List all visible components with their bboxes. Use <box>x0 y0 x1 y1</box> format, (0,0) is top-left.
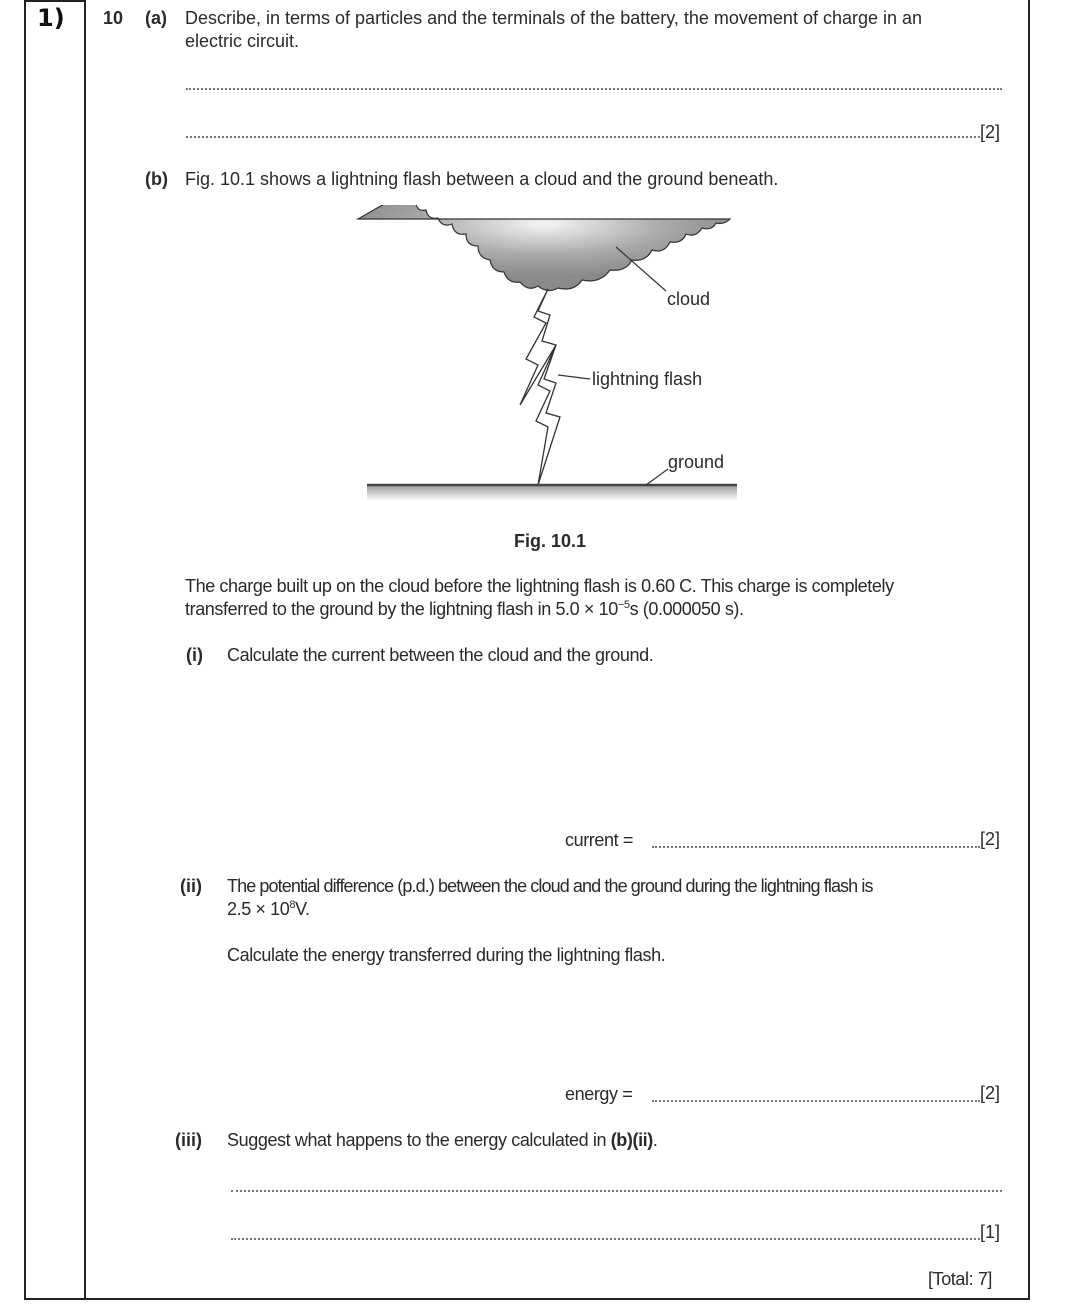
part-b-i-mark: [2] <box>980 829 1001 849</box>
column-divider <box>84 0 86 1300</box>
part-a-text-line1: Describe, in terms of particles and the terminals of the battery, the movement of charge in an <box>185 8 923 28</box>
lightning-bolt <box>520 289 560 485</box>
ground-leader-line <box>646 469 668 485</box>
part-a-answer-line-2[interactable] <box>186 134 980 138</box>
part-b-label: (b) <box>145 169 168 189</box>
part-b-iii-label: (iii) <box>175 1130 202 1150</box>
figure-label-lightning-flash: lightning flash <box>592 369 703 389</box>
current-answer-line[interactable] <box>652 844 980 848</box>
part-a-mark: [2] <box>980 122 1001 142</box>
cloud-shape <box>358 205 730 291</box>
part-a-label: (a) <box>145 8 167 28</box>
figure-caption: Fig. 10.1 <box>514 531 587 551</box>
figure-label-cloud: cloud <box>667 289 711 309</box>
question-number: 10 <box>103 8 124 28</box>
flash-leader-line <box>558 375 590 379</box>
question-label: 1) <box>37 4 65 32</box>
part-b-intro: Fig. 10.1 shows a lightning flash between a cloud and the ground beneath. <box>185 169 779 189</box>
part-b-stem-line1: The charge built up on the cloud before the lightning flash is 0.60 C. This charge is completely <box>185 576 894 596</box>
part-b-i-label: (i) <box>186 645 203 665</box>
part-b-iii-text <box>227 1129 657 1151</box>
pd-exponent: 8 <box>289 899 296 911</box>
frame-top-line <box>24 0 86 2</box>
ground-shading <box>367 485 737 501</box>
part-b-ii-text-line2 <box>227 898 310 920</box>
part-a-text-line2: electric circuit. <box>185 31 300 51</box>
part-b-iii-answer-line-1[interactable] <box>231 1188 1002 1192</box>
part-b-iii-mark: [1] <box>980 1222 1001 1242</box>
part-b-ii-mark: [2] <box>980 1083 1001 1103</box>
part-b-ii-text-line1: The potential difference (p.d.) between the cloud and the ground during the lightning flash is <box>227 876 873 896</box>
current-answer-label: current = <box>565 830 633 850</box>
part-b-stem-line2 <box>185 598 744 620</box>
part-b-iii-answer-line-2[interactable] <box>231 1236 980 1240</box>
stem-time-rest: s (0.000050 s). <box>629 599 744 619</box>
pd-mantissa: 2.5 × 10 <box>227 899 290 919</box>
part-b-iii-reference: (b)(ii) <box>610 1130 653 1150</box>
part-b-i-text: Calculate the current between the cloud and the ground. <box>227 645 654 665</box>
part-b-iii-text-end: . <box>652 1130 658 1150</box>
figure-label-ground: ground <box>668 452 725 472</box>
stem-time-exponent: −5 <box>617 599 630 611</box>
total-marks: [Total: 7] <box>928 1269 993 1289</box>
part-b-ii-text2: Calculate the energy transferred during the lightning flash. <box>227 945 666 965</box>
pd-unit: V. <box>295 899 310 919</box>
part-a-answer-line-1[interactable] <box>186 86 1002 90</box>
energy-answer-line[interactable] <box>652 1098 980 1102</box>
part-b-ii-label: (ii) <box>180 876 202 896</box>
energy-answer-label: energy = <box>565 1084 633 1104</box>
stem-time-mantissa: transferred to the ground by the lightning flash in 5.0 × 10 <box>185 599 618 619</box>
part-b-iii-text-main: Suggest what happens to the energy calculated in <box>227 1130 611 1150</box>
